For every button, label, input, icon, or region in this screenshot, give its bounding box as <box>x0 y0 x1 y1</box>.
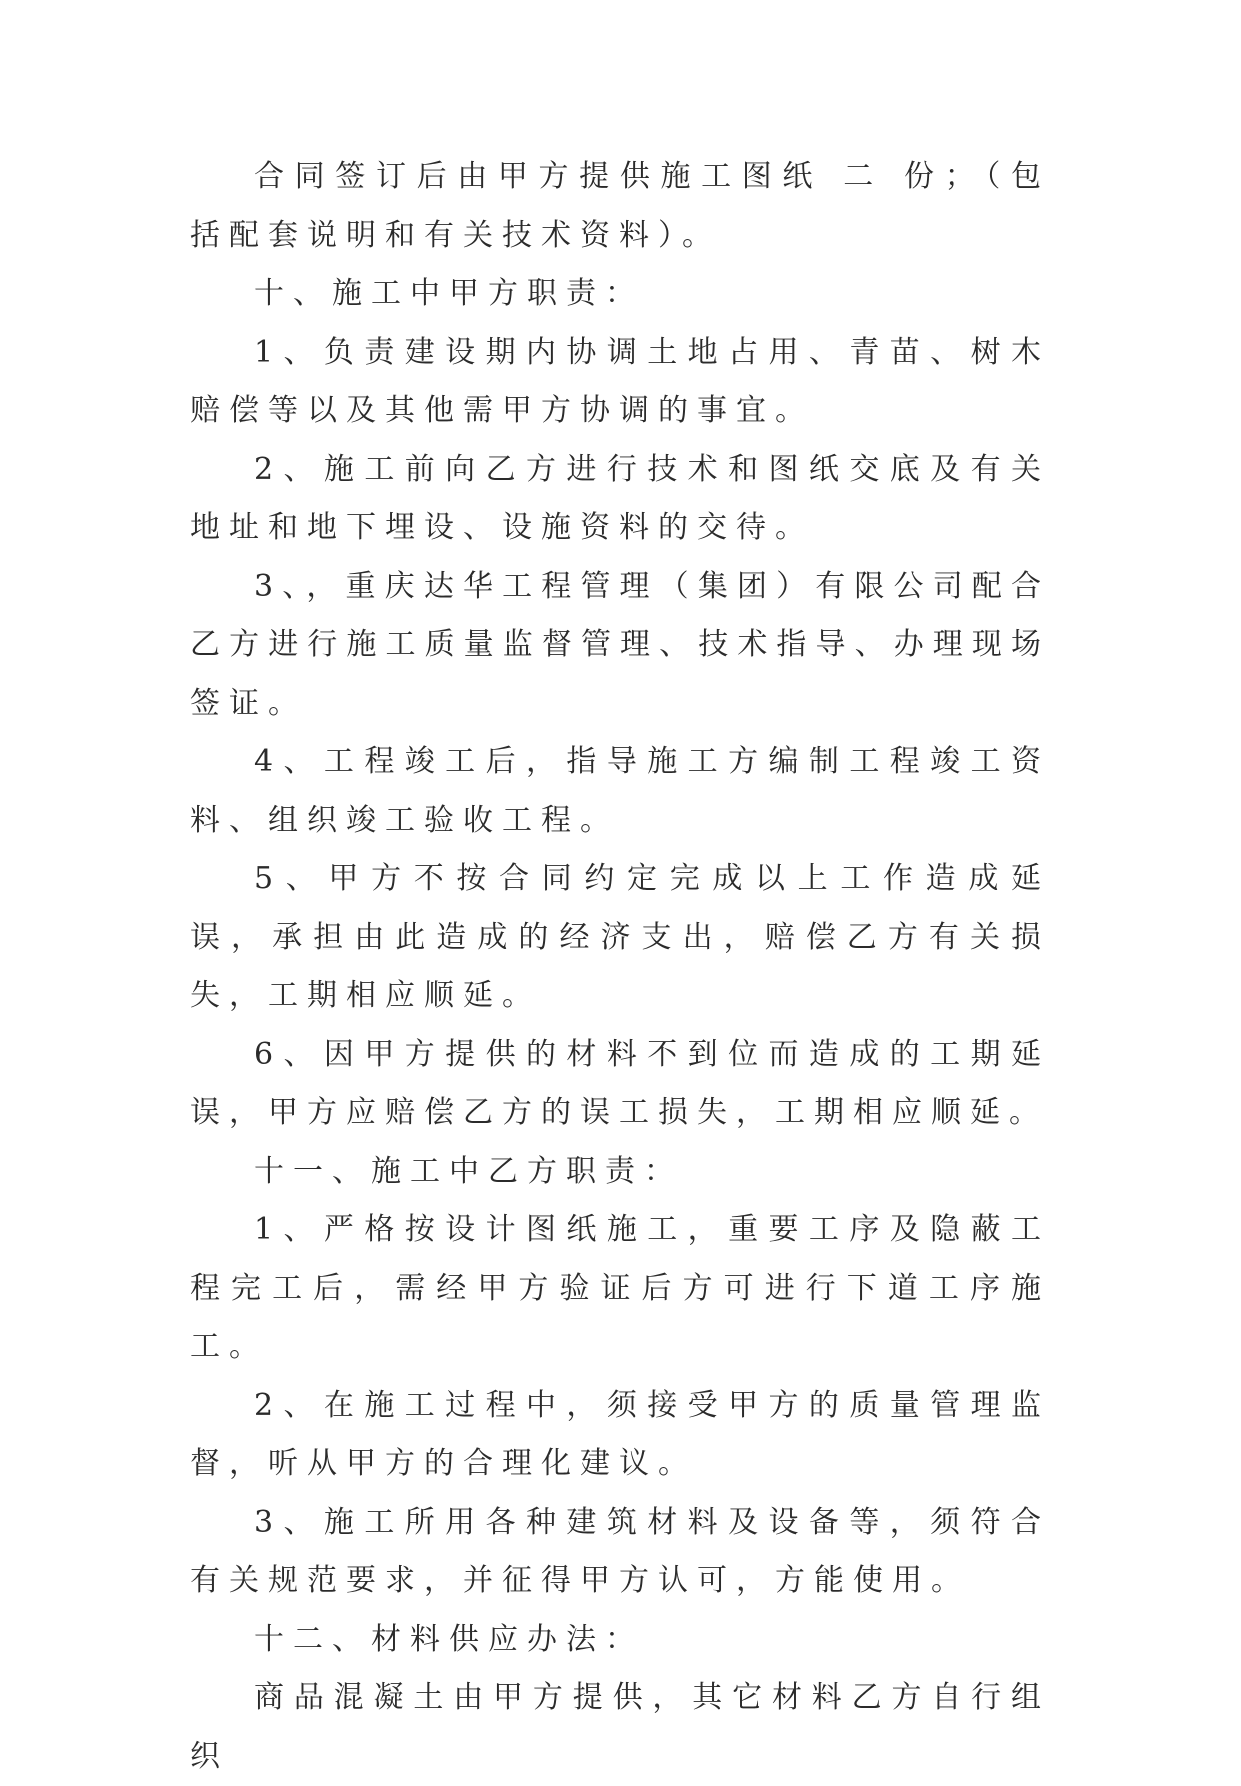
paragraph-10-5: 5、甲方不按合同约定完成以上工作造成延误，承担由此造成的经济支出，赔偿乙方有关损失，工期相应顺延。 <box>190 861 1050 1013</box>
heading-section-10: 十、施工中甲方职责： <box>254 276 644 311</box>
paragraph-10-3: 3、，重庆达华工程管理（集团）有限公司配合乙方进行施工质量监督管理、技术指导、办理现场签证。 <box>190 568 1050 721</box>
paragraph-11-3: 3、施工所用各种建筑材料及设备等，须符合有关规范要求，并征得甲方认可，方能使用。 <box>190 1504 1050 1598</box>
paragraph-10-6: 6、因甲方提供的材料不到位而造成的工期延误，甲方应赔偿乙方的误工损失，工期相应顺延。 <box>190 1036 1050 1130</box>
heading-section-12: 十二、材料供应办法： <box>254 1621 644 1657</box>
paragraph-10-1: 1、负责建设期内协调土地占用、青苗、树木赔偿等以及其他需甲方协调的事宜。 <box>190 334 1050 428</box>
paragraph-11-2: 2、在施工过程中，须接受甲方的质量管理监督，听从甲方的合理化建议。 <box>190 1387 1050 1481</box>
paragraph-11-1: 1、严格按设计图纸施工，重要工序及隐蔽工程完工后，需经甲方验证后方可进行下道工序施工。 <box>190 1212 1050 1364</box>
paragraph-drawings-provision: 合同签订后由甲方提供施工图纸 二 份；（包括配套说明和有关技术资料）。 <box>190 159 1050 253</box>
document-body <box>190 148 1050 1786</box>
heading-section-11: 十一、施工中乙方职责： <box>254 1153 683 1189</box>
paragraph-10-4: 4、工程竣工后，指导施工方编制工程竣工资料、组织竣工验收工程。 <box>190 744 1050 838</box>
paragraph-12-materials: 商品混凝土由甲方提供，其它材料乙方自行组织 <box>190 1680 1050 1774</box>
paragraph-10-2: 2、施工前向乙方进行技术和图纸交底及有关地址和地下埋设、设施资料的交待。 <box>190 451 1050 545</box>
